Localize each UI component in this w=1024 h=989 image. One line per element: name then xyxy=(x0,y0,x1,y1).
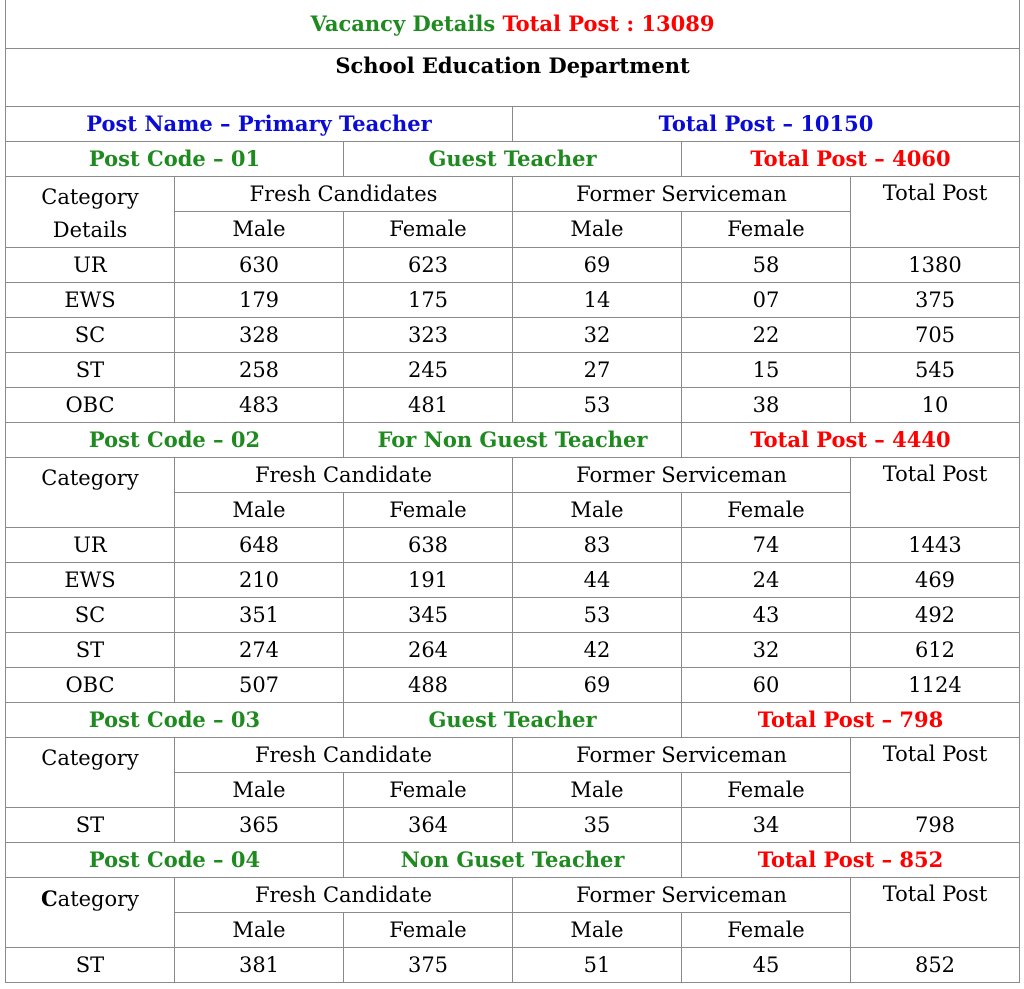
post-code: Post Code – 02 xyxy=(6,422,344,457)
female-header: Female xyxy=(682,912,851,947)
total-cell: 852 xyxy=(851,947,1020,982)
total-post-header: Total Post xyxy=(851,457,1020,527)
post-name: Post Name – Primary Teacher xyxy=(6,106,513,141)
female-header: Female xyxy=(344,912,513,947)
value-cell: 274 xyxy=(175,632,344,667)
value-cell: 245 xyxy=(344,352,513,387)
value-cell: 53 xyxy=(513,597,682,632)
total-cell: 469 xyxy=(851,562,1020,597)
male-header: Male xyxy=(175,912,344,947)
total-post-header: Total Post xyxy=(851,877,1020,947)
total-cell: 545 xyxy=(851,352,1020,387)
fresh-header: Fresh Candidate xyxy=(175,457,513,492)
category-cell: UR xyxy=(6,527,175,562)
value-cell: 264 xyxy=(344,632,513,667)
value-cell: 07 xyxy=(682,282,851,317)
former-header: Former Serviceman xyxy=(513,176,851,212)
value-cell: 638 xyxy=(344,527,513,562)
value-cell: 364 xyxy=(344,807,513,842)
total-post-header: Total Post xyxy=(851,176,1020,247)
vacancy-table xyxy=(5,0,1020,983)
category-header xyxy=(6,877,175,947)
value-cell: 44 xyxy=(513,562,682,597)
value-cell: 15 xyxy=(682,352,851,387)
department-title: School Education Department xyxy=(6,48,1020,106)
category-header xyxy=(6,176,175,247)
section-header xyxy=(6,842,1020,877)
female-header: Female xyxy=(344,772,513,807)
table-row xyxy=(6,317,1020,352)
value-cell: 35 xyxy=(513,807,682,842)
value-cell: 351 xyxy=(175,597,344,632)
category-header: Category xyxy=(6,737,175,807)
value-cell: 43 xyxy=(682,597,851,632)
category-cell: ST xyxy=(6,807,175,842)
value-cell: 345 xyxy=(344,597,513,632)
value-cell: 483 xyxy=(175,387,344,422)
post-type: For Non Guest Teacher xyxy=(344,422,682,457)
male-header: Male xyxy=(513,772,682,807)
value-cell: 51 xyxy=(513,947,682,982)
value-cell: 24 xyxy=(682,562,851,597)
value-cell: 375 xyxy=(344,947,513,982)
female-header: Female xyxy=(682,772,851,807)
section-total: Total Post – 798 xyxy=(682,702,1020,737)
female-header: Female xyxy=(682,492,851,527)
value-cell: 381 xyxy=(175,947,344,982)
value-cell: 365 xyxy=(175,807,344,842)
value-cell: 69 xyxy=(513,667,682,702)
value-cell: 175 xyxy=(344,282,513,317)
section-header xyxy=(6,141,1020,176)
total-cell: 1124 xyxy=(851,667,1020,702)
value-cell: 38 xyxy=(682,387,851,422)
title-total: Total Post : 13089 xyxy=(502,11,715,37)
male-header: Male xyxy=(175,492,344,527)
total-cell: 612 xyxy=(851,632,1020,667)
table-row xyxy=(6,632,1020,667)
total-cell: 1380 xyxy=(851,247,1020,282)
post-code: Post Code – 03 xyxy=(6,702,344,737)
value-cell: 34 xyxy=(682,807,851,842)
section-total: Total Post – 4060 xyxy=(682,141,1020,176)
category-cell: ST xyxy=(6,632,175,667)
table-row xyxy=(6,387,1020,422)
female-header: Female xyxy=(344,492,513,527)
value-cell: 630 xyxy=(175,247,344,282)
value-cell: 623 xyxy=(344,247,513,282)
table-row xyxy=(6,807,1020,842)
value-cell: 32 xyxy=(682,632,851,667)
table-row xyxy=(6,282,1020,317)
category-header: Category xyxy=(6,457,175,527)
male-header: Male xyxy=(513,492,682,527)
value-cell: 210 xyxy=(175,562,344,597)
category-cell: SC xyxy=(6,597,175,632)
value-cell: 42 xyxy=(513,632,682,667)
fresh-header: Fresh Candidates xyxy=(175,176,513,212)
post-type: Guest Teacher xyxy=(344,702,682,737)
value-cell: 58 xyxy=(682,247,851,282)
value-cell: 648 xyxy=(175,527,344,562)
value-cell: 32 xyxy=(513,317,682,352)
total-cell: 1443 xyxy=(851,527,1020,562)
post-code: Post Code – 04 xyxy=(6,842,344,877)
table-row xyxy=(6,352,1020,387)
category-label-details: Details xyxy=(52,217,128,242)
section-total: Total Post – 4440 xyxy=(682,422,1020,457)
category-label: Category xyxy=(41,184,139,209)
section-header xyxy=(6,422,1020,457)
value-cell: 258 xyxy=(175,352,344,387)
former-header: Former Serviceman xyxy=(513,737,851,772)
page-title xyxy=(6,0,1020,48)
male-header: Male xyxy=(175,772,344,807)
male-header: Male xyxy=(513,912,682,947)
value-cell: 53 xyxy=(513,387,682,422)
total-cell: 705 xyxy=(851,317,1020,352)
table-row xyxy=(6,527,1020,562)
section-header xyxy=(6,702,1020,737)
female-header: Female xyxy=(344,212,513,248)
value-cell: 45 xyxy=(682,947,851,982)
category-cell: OBC xyxy=(6,387,175,422)
category-cell: OBC xyxy=(6,667,175,702)
value-cell: 22 xyxy=(682,317,851,352)
category-label-initial: C xyxy=(40,885,58,911)
category-cell: EWS xyxy=(6,282,175,317)
table-row xyxy=(6,667,1020,702)
value-cell: 14 xyxy=(513,282,682,317)
value-cell: 507 xyxy=(175,667,344,702)
table-row xyxy=(6,562,1020,597)
category-cell: ST xyxy=(6,352,175,387)
category-cell: EWS xyxy=(6,562,175,597)
value-cell: 191 xyxy=(344,562,513,597)
table-row xyxy=(6,597,1020,632)
post-type: Guest Teacher xyxy=(344,141,682,176)
table-row xyxy=(6,247,1020,282)
value-cell: 74 xyxy=(682,527,851,562)
post-type: Non Guset Teacher xyxy=(344,842,682,877)
value-cell: 27 xyxy=(513,352,682,387)
category-cell: SC xyxy=(6,317,175,352)
value-cell: 488 xyxy=(344,667,513,702)
table-row xyxy=(6,947,1020,982)
total-cell: 798 xyxy=(851,807,1020,842)
category-label-rest: ategory xyxy=(57,886,140,911)
total-cell: 375 xyxy=(851,282,1020,317)
category-cell: ST xyxy=(6,947,175,982)
value-cell: 83 xyxy=(513,527,682,562)
total-cell: 492 xyxy=(851,597,1020,632)
post-total: Total Post – 10150 xyxy=(513,106,1020,141)
value-cell: 323 xyxy=(344,317,513,352)
fresh-header: Fresh Candidate xyxy=(175,737,513,772)
value-cell: 328 xyxy=(175,317,344,352)
former-header: Former Serviceman xyxy=(513,457,851,492)
male-header: Male xyxy=(175,212,344,248)
section-total: Total Post – 852 xyxy=(682,842,1020,877)
value-cell: 60 xyxy=(682,667,851,702)
former-header: Former Serviceman xyxy=(513,877,851,912)
fresh-header: Fresh Candidate xyxy=(175,877,513,912)
total-cell: 10 xyxy=(851,387,1020,422)
male-header: Male xyxy=(513,212,682,248)
title-prefix: Vacancy Details xyxy=(310,11,496,37)
post-code: Post Code – 01 xyxy=(6,141,344,176)
total-post-header: Total Post xyxy=(851,737,1020,807)
value-cell: 481 xyxy=(344,387,513,422)
value-cell: 69 xyxy=(513,247,682,282)
category-cell: UR xyxy=(6,247,175,282)
female-header: Female xyxy=(682,212,851,248)
value-cell: 179 xyxy=(175,282,344,317)
